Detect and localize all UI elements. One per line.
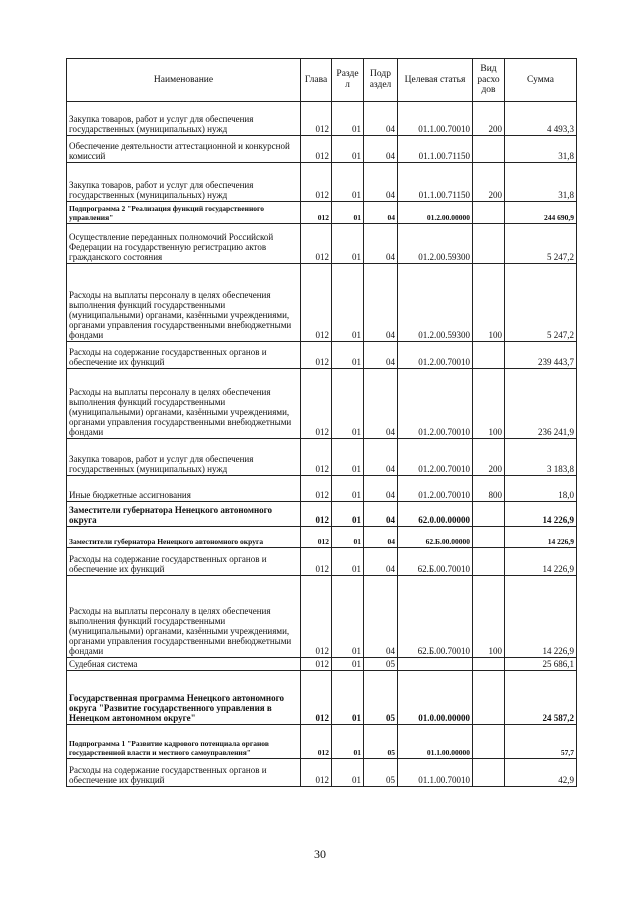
cell-glava: 012 [301,725,332,759]
cell-podrazdel: 05 [364,658,398,671]
cell-glava: 012 [301,548,332,576]
cell-summa: 31,8 [505,163,577,202]
cell-podrazdel: 04 [364,136,398,163]
cell-glava: 012 [301,759,332,787]
header-razdel: Разде л [332,59,364,102]
cell-summa: 31,8 [505,136,577,163]
cell-summa: 5 247,2 [505,224,577,264]
cell-vid [473,759,505,787]
cell-vid: 200 [473,102,505,136]
cell-glava: 012 [301,527,332,548]
cell-statya: 01.2.00.70010 [398,476,473,502]
cell-vid [473,548,505,576]
cell-vid: 800 [473,476,505,502]
cell-summa: 14 226,9 [505,502,577,527]
cell-summa: 239 443,7 [505,342,577,369]
cell-summa: 14 226,9 [505,548,577,576]
cell-vid: 100 [473,264,505,342]
cell-name: Расходы на содержание государственных органов и обеспечение их функций [67,759,301,787]
cell-glava: 012 [301,576,332,658]
cell-razdel: 01 [332,476,364,502]
table-header-row [67,59,577,102]
cell-glava: 012 [301,671,332,725]
cell-name: Расходы на выплаты персоналу в целях обеспечения выполнения функций государственными (муниципальными) органами, казёнными учреждениями, органами управления государственными внебюджетными фондами [67,369,301,439]
cell-razdel: 01 [332,369,364,439]
cell-statya [398,658,473,671]
table-row [67,671,577,725]
cell-statya: 01.2.00.70010 [398,342,473,369]
cell-summa: 3 183,8 [505,439,577,476]
table-row [67,576,577,658]
cell-name: Закупка товаров, работ и услуг для обеспечения государственных (муниципальных) нужд [67,163,301,202]
cell-razdel: 01 [332,527,364,548]
cell-summa: 14 226,9 [505,527,577,548]
cell-name: Подпрограмма 1 "Развитие кадрового потенциала органов государственной власти и местного самоуправления" [67,725,301,759]
cell-podrazdel: 04 [364,342,398,369]
cell-summa: 42,9 [505,759,577,787]
cell-name: Судебная система [67,658,301,671]
cell-vid [473,658,505,671]
cell-name: Закупка товаров, работ и услуг для обеспечения государственных (муниципальных) нужд [67,439,301,476]
cell-name: Заместители губернатора Ненецкого автономного округа [67,527,301,548]
cell-name: Расходы на содержание государственных органов и обеспечение их функций [67,342,301,369]
cell-summa: 5 247,2 [505,264,577,342]
cell-vid [473,671,505,725]
table-row [67,759,577,787]
cell-name: Расходы на выплаты персоналу в целях обеспечения выполнения функций государственными (муниципальными) органами, казёнными учреждениями, органами управления государственными внебюджетными фондами [67,576,301,658]
table-row [67,476,577,502]
cell-razdel: 01 [332,759,364,787]
cell-podrazdel: 04 [364,527,398,548]
cell-name: Обеспечение деятельности аттестационной и конкурсной комиссий [67,136,301,163]
cell-statya: 01.1.00.71150 [398,136,473,163]
table-row [67,136,577,163]
cell-razdel: 01 [332,439,364,476]
cell-razdel: 01 [332,136,364,163]
cell-vid [473,342,505,369]
table-row [67,725,577,759]
cell-podrazdel: 04 [364,476,398,502]
cell-statya: 01.1.00.70010 [398,102,473,136]
cell-vid: 200 [473,163,505,202]
cell-podrazdel: 05 [364,759,398,787]
table-row [67,224,577,264]
cell-statya: 62.Б.00.00000 [398,527,473,548]
table-row [67,264,577,342]
table-row [67,527,577,548]
cell-podrazdel: 04 [364,163,398,202]
cell-statya: 01.1.00.70010 [398,759,473,787]
cell-podrazdel: 04 [364,502,398,527]
cell-razdel: 01 [332,342,364,369]
page-number: 30 [314,847,326,861]
cell-vid [473,527,505,548]
cell-summa: 236 241,9 [505,369,577,439]
cell-podrazdel: 04 [364,439,398,476]
cell-summa: 244 690,9 [505,202,577,224]
cell-statya: 01.2.00.70010 [398,369,473,439]
cell-razdel: 01 [332,725,364,759]
cell-razdel: 01 [332,224,364,264]
cell-statya: 01.2.00.59300 [398,264,473,342]
cell-razdel: 01 [332,264,364,342]
header-vid: Вид расхо дов [473,59,505,102]
cell-podrazdel: 04 [364,264,398,342]
cell-podrazdel: 05 [364,725,398,759]
cell-glava: 012 [301,136,332,163]
cell-statya: 01.2.00.59300 [398,224,473,264]
table-row [67,548,577,576]
cell-podrazdel: 05 [364,671,398,725]
cell-name: Государственная программа Ненецкого автономного округа "Развитие государственного управления в Ненецком автономном округе" [67,671,301,725]
cell-vid: 100 [473,369,505,439]
cell-summa: 57,7 [505,725,577,759]
cell-statya: 01.0.00.00000 [398,671,473,725]
cell-razdel: 01 [332,576,364,658]
cell-statya: 01.1.00.00000 [398,725,473,759]
header-glava: Глава [301,59,332,102]
cell-razdel: 01 [332,502,364,527]
cell-vid [473,502,505,527]
cell-statya: 01.2.00.70010 [398,439,473,476]
cell-podrazdel: 04 [364,224,398,264]
cell-glava: 012 [301,202,332,224]
cell-vid: 200 [473,439,505,476]
cell-glava: 012 [301,658,332,671]
cell-glava: 012 [301,502,332,527]
cell-summa: 4 493,3 [505,102,577,136]
cell-podrazdel: 04 [364,202,398,224]
header-statya: Целевая статья [398,59,473,102]
cell-glava: 012 [301,102,332,136]
header-summa: Сумма [505,59,577,102]
table-row [67,369,577,439]
cell-razdel: 01 [332,658,364,671]
cell-statya: 62.Б.00.70010 [398,548,473,576]
table-row [67,163,577,202]
budget-table [66,58,577,787]
cell-summa: 14 226,9 [505,576,577,658]
cell-name: Заместители губернатора Ненецкого автономного округа [67,502,301,527]
cell-glava: 012 [301,342,332,369]
header-name: Наименование [67,59,301,102]
cell-glava: 012 [301,476,332,502]
cell-glava: 012 [301,163,332,202]
cell-razdel: 01 [332,548,364,576]
table-row [67,102,577,136]
cell-razdel: 01 [332,671,364,725]
table-row [67,658,577,671]
cell-glava: 012 [301,264,332,342]
cell-razdel: 01 [332,163,364,202]
table-row [67,342,577,369]
table-row [67,439,577,476]
cell-name: Иные бюджетные ассигнования [67,476,301,502]
header-podrazdel: Подр аздел [364,59,398,102]
cell-vid [473,136,505,163]
cell-name: Осуществление переданных полномочий Российской Федерации на государственную регистрацию актов гражданского состояния [67,224,301,264]
cell-statya: 01.2.00.00000 [398,202,473,224]
table-body [67,102,577,787]
cell-summa: 25 686,1 [505,658,577,671]
table-row [67,502,577,527]
cell-name: Расходы на выплаты персоналу в целях обеспечения выполнения функций государственными (муниципальными) органами, казёнными учреждениями, органами управления государственными внебюджетными фондами [67,264,301,342]
cell-podrazdel: 04 [364,102,398,136]
cell-razdel: 01 [332,102,364,136]
cell-podrazdel: 04 [364,576,398,658]
cell-summa: 24 587,2 [505,671,577,725]
cell-podrazdel: 04 [364,369,398,439]
cell-statya: 01.1.00.71150 [398,163,473,202]
cell-vid [473,202,505,224]
cell-vid [473,725,505,759]
cell-summa: 18,0 [505,476,577,502]
cell-name: Подпрограмма 2 "Реализация функций государственного управления" [67,202,301,224]
cell-podrazdel: 04 [364,548,398,576]
cell-vid [473,224,505,264]
cell-glava: 012 [301,439,332,476]
cell-glava: 012 [301,224,332,264]
cell-razdel: 01 [332,202,364,224]
cell-name: Расходы на содержание государственных органов и обеспечение их функций [67,548,301,576]
cell-name: Закупка товаров, работ и услуг для обеспечения государственных (муниципальных) нужд [67,102,301,136]
cell-vid: 100 [473,576,505,658]
cell-glava: 012 [301,369,332,439]
cell-statya: 62.Б.00.70010 [398,576,473,658]
cell-statya: 62.0.00.00000 [398,502,473,527]
table-row [67,202,577,224]
